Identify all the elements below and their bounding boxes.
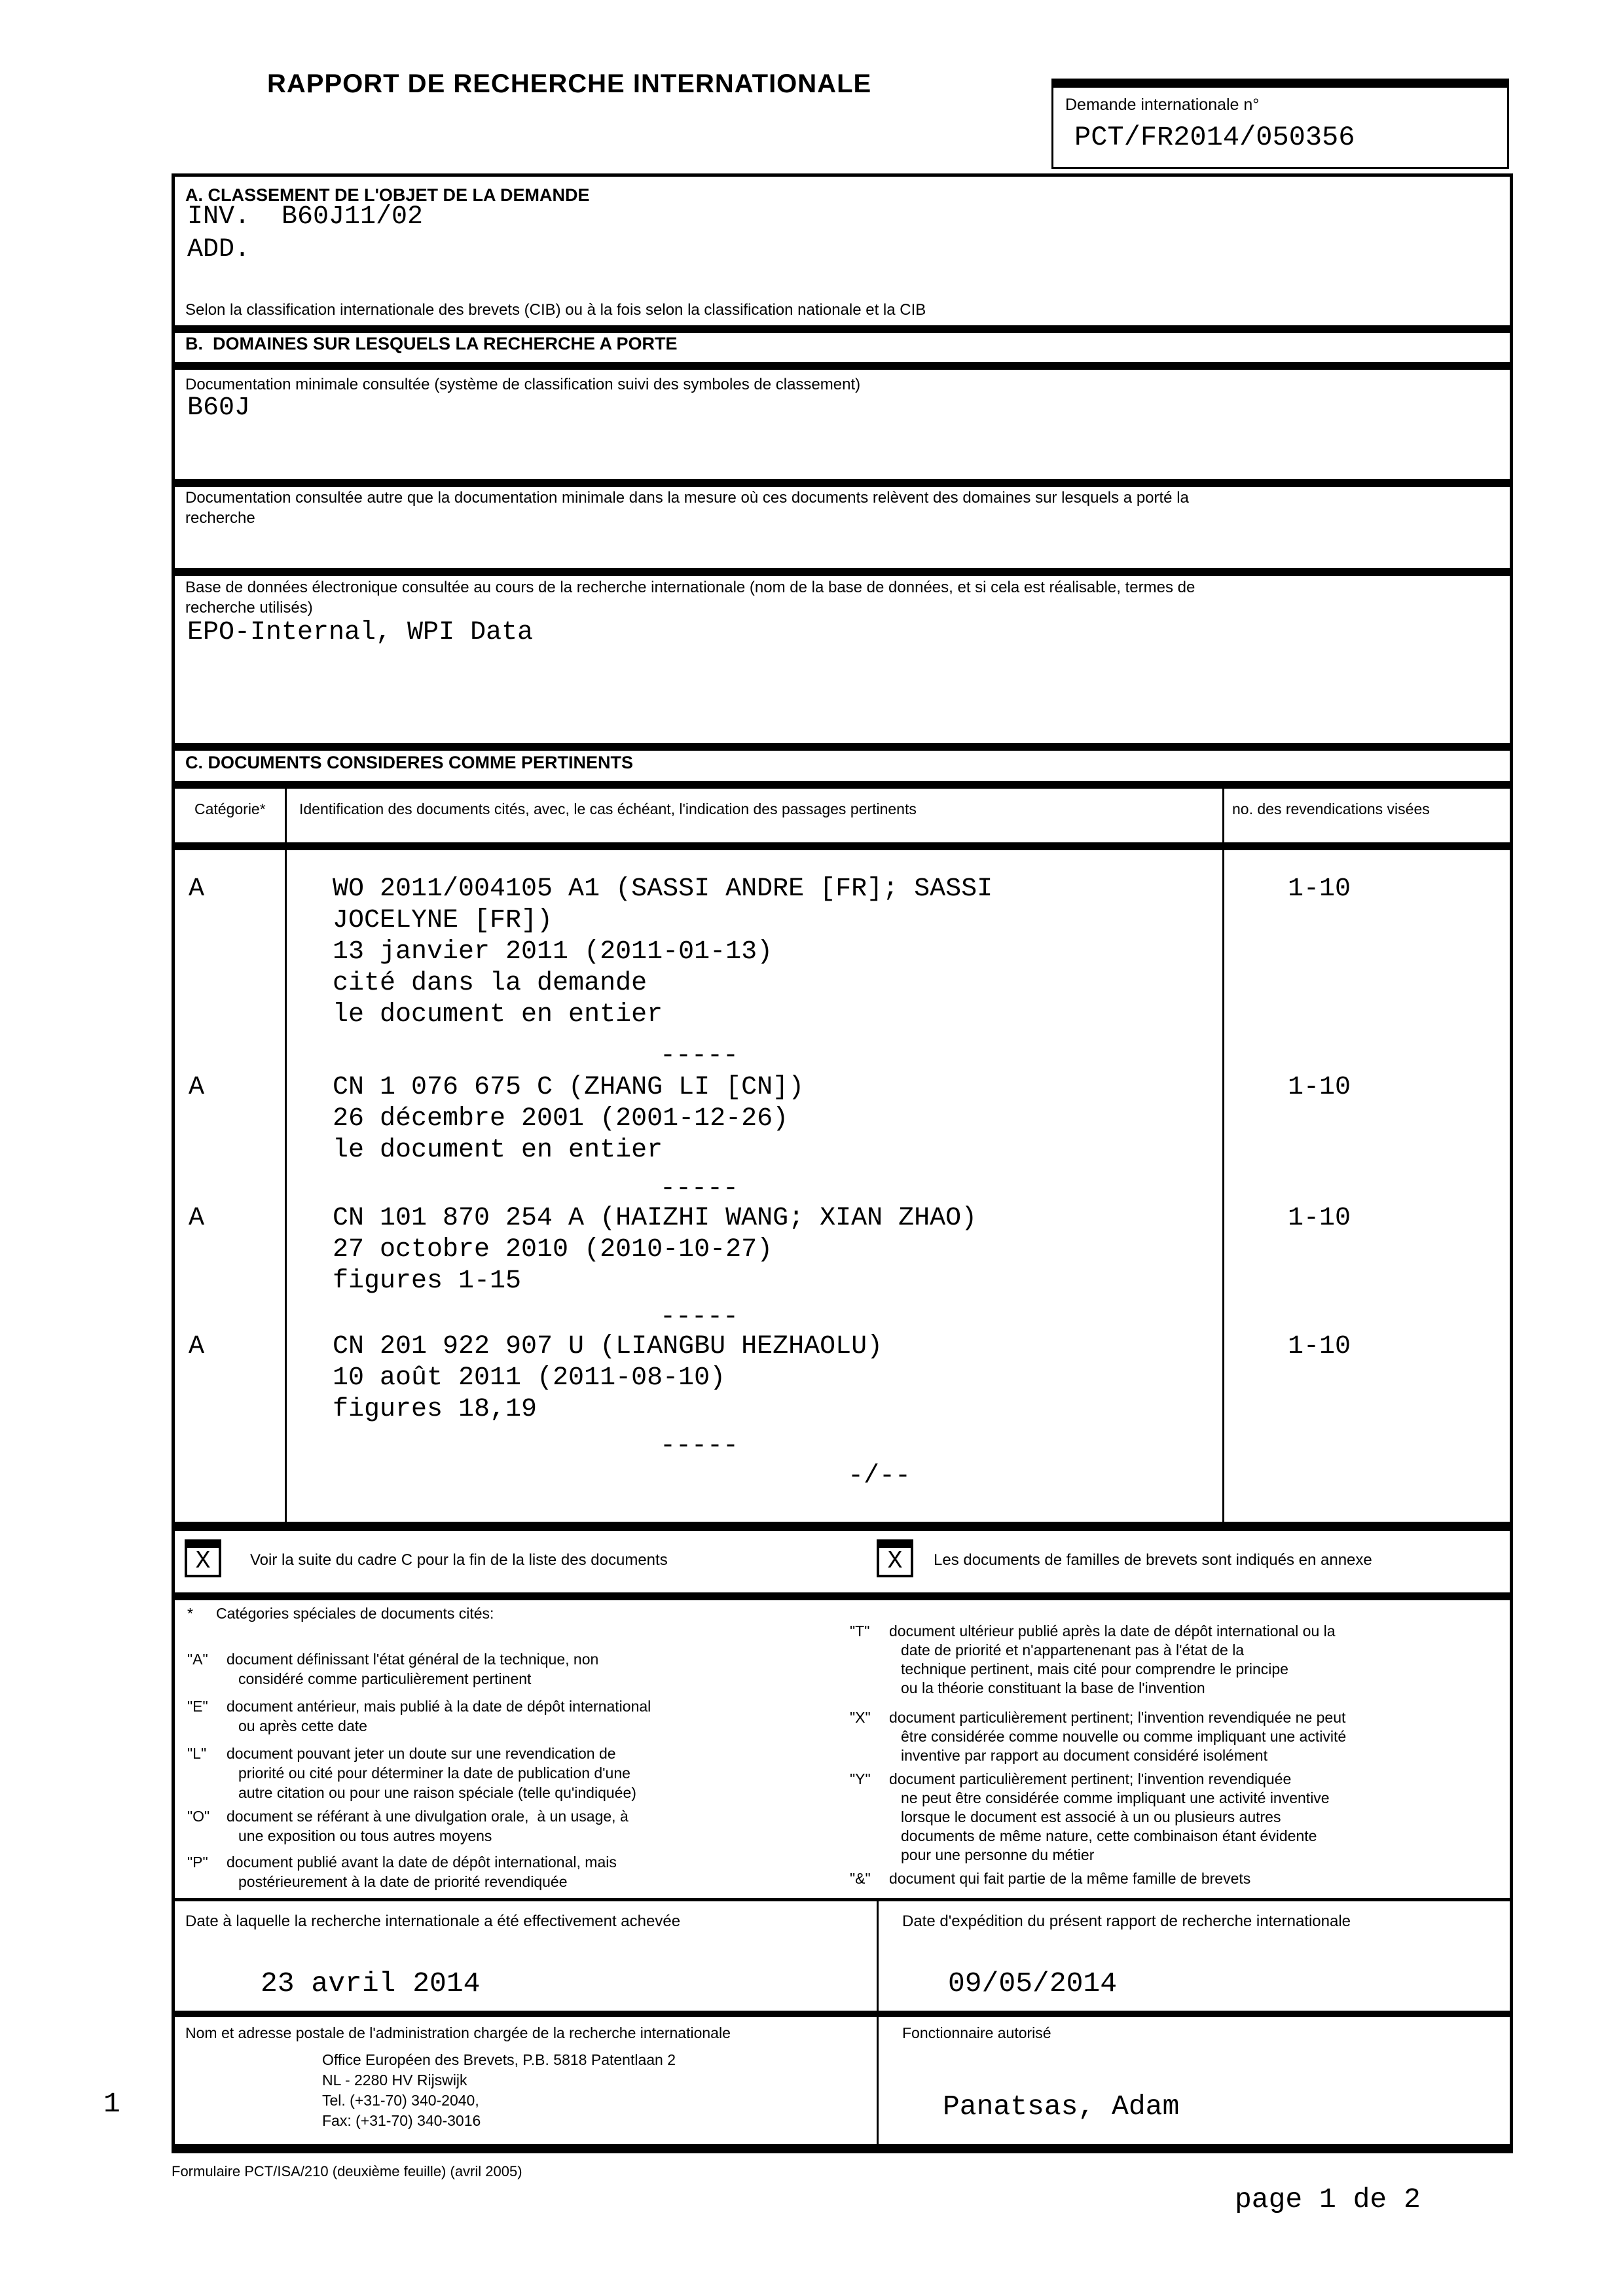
row-separator: ----- — [660, 1431, 739, 1461]
legend-entry-y — [850, 1770, 1504, 1865]
legend-text: document pouvant jeter un doute sur une revendication de priorité ou cité pour déterminer la date de publication d'une autre citation ou pour une raison spéciale (telle qu'indiquée) — [227, 1745, 636, 1801]
doc-row-category: A — [189, 1332, 205, 1361]
legend-code: "A" — [187, 1651, 208, 1668]
divider — [172, 1592, 1513, 1600]
citation-line: le document en entier — [333, 1136, 663, 1165]
mailing-date-value: 09/05/2014 — [948, 1967, 1118, 2000]
doc-row-claims: 1-10 — [1288, 1073, 1351, 1102]
doc-row-claims: 1-10 — [1288, 874, 1351, 904]
row-separator: ----- — [660, 1041, 739, 1071]
doc-row-claims: 1-10 — [1288, 1332, 1351, 1361]
address-line: NL - 2280 HV Rijswijk — [322, 2072, 467, 2089]
legend-text: document se référant à une divulgation orale, à un usage, à une exposition ou tous autres moyens — [227, 1808, 629, 1844]
row-separator: ----- — [660, 1302, 739, 1332]
divider — [172, 743, 1513, 751]
legend-entry-a — [187, 1649, 855, 1689]
column-header-claims: no. des revendications visées — [1232, 800, 1430, 817]
divider — [172, 781, 1513, 789]
column-header-category: Catégorie* — [194, 800, 266, 817]
divider — [172, 325, 1513, 333]
citation-line: 27 octobre 2010 (2010-10-27) — [333, 1235, 773, 1265]
legend-entry-p — [187, 1852, 855, 1892]
divider — [172, 1522, 1513, 1531]
legend-title-asterisk: * — [187, 1605, 193, 1622]
divider — [172, 1898, 1513, 1901]
form-note: Formulaire PCT/ISA/210 (deuxième feuille) (avril 2005) — [172, 2163, 522, 2179]
divider — [172, 842, 1513, 850]
checkbox-continuation-label: Voir la suite du cadre C pour la fin de la liste des documents — [250, 1551, 668, 1569]
section-c-heading: C. DOCUMENTS CONSIDERES COMME PERTINENTS — [185, 753, 634, 772]
legend-text: document ultérieur publié après la date de dépôt international ou la date de priorité et n'appartenenant pas à l'état de la technique pertinent, mais cité pour comprendre le principe ou la théorie constituant la base de l'invention — [889, 1623, 1336, 1696]
classification-add: ADD. — [187, 235, 251, 264]
search-date-label: Date à laquelle la recherche internationale a été effectivement achevée — [185, 1912, 681, 1930]
application-number-box — [1051, 79, 1509, 169]
citation-line: CN 201 922 907 U (LIANGBU HEZHAOLU) — [333, 1332, 883, 1361]
application-number-value: PCT/FR2014/050356 — [1074, 122, 1355, 153]
citation-line: 26 décembre 2001 (2001-12-26) — [333, 1104, 789, 1134]
authority-label: Nom et adresse postale de l'administration chargée de la recherche internationale — [185, 2024, 731, 2041]
mailing-date-label: Date d'expédition du présent rapport de recherche internationale — [902, 1912, 1351, 1930]
address-line: Tel. (+31-70) 340-2040, — [322, 2092, 479, 2109]
legend-entry-amp — [850, 1869, 1504, 1888]
table-column-line — [285, 785, 287, 1526]
citation-line: 10 août 2011 (2011-08-10) — [333, 1363, 726, 1393]
doc-row-citation — [333, 874, 993, 1031]
citation-line: WO 2011/004105 A1 (SASSI ANDRE [FR]; SASSI — [333, 874, 993, 904]
citation-line: CN 1 076 675 C (ZHANG LI [CN]) — [333, 1073, 805, 1102]
doc-row-citation — [333, 1072, 804, 1166]
legend-text: document publié avant la date de dépôt international, mais postérieurement à la date de priorité revendiquée — [227, 1854, 617, 1890]
column-header-identification: Identification des documents cités, avec, le cas échéant, l'indication des passages pertinents — [299, 800, 917, 817]
other-doc-label: Documentation consultée autre que la documentation minimale dans la mesure où ces documents relèvent des domaines sur lesquels a porté la recherche — [185, 489, 1189, 527]
citation-line: CN 101 870 254 A (HAIZHI WANG; XIAN ZHAO) — [333, 1204, 977, 1233]
officer-name: Panatsas, Adam — [943, 2090, 1180, 2123]
legend-entry-t — [850, 1622, 1504, 1698]
citation-line: 13 janvier 2011 (2011-01-13) — [333, 937, 773, 967]
legend-title: * Catégories spéciales de documents cités: — [187, 1605, 494, 1622]
legend-code: "X" — [850, 1709, 871, 1726]
citation-line: le document en entier — [333, 1000, 663, 1030]
legend-code: "&" — [850, 1870, 871, 1887]
address-line: Office Européen des Brevets, P.B. 5818 Patentlaan 2 — [322, 2051, 676, 2068]
section-a-heading: A. CLASSEMENT DE L'OBJET DE LA DEMANDE — [185, 185, 590, 205]
legend-text: document particulièrement pertinent; l'invention revendiquée ne peut être considérée comme impliquant une activité inventive lorsque le document est associé à un ou plusieurs autres documents de même nature, cette combinaison étant évidente pour une personne du métier — [889, 1770, 1330, 1863]
legend-code: "L" — [187, 1745, 207, 1762]
page-title: RAPPORT DE RECHERCHE INTERNATIONALE — [267, 69, 872, 98]
checkbox-family-annex — [877, 1539, 913, 1577]
legend-entry-e — [187, 1696, 855, 1736]
checkbox-continuation — [185, 1539, 221, 1577]
doc-row-category: A — [189, 1073, 205, 1102]
legend-text: document antérieur, mais publié à la date de dépôt international ou après cette date — [227, 1698, 651, 1734]
minimum-doc-value: B60J — [187, 393, 251, 423]
row-separator: ----- — [660, 1174, 739, 1204]
divider — [172, 479, 1513, 487]
citation-line: figures 18,19 — [333, 1395, 538, 1424]
legend-code: "Y" — [850, 1770, 871, 1787]
doc-row-category: A — [189, 1204, 205, 1233]
search-date-value: 23 avril 2014 — [261, 1967, 481, 2000]
database-label: Base de données électronique consultée au cours de la recherche internationale (nom de la base de données, et si cela est réalisable, termes de recherche utilisés) — [185, 579, 1195, 617]
citation-line: figures 1-15 — [333, 1266, 522, 1296]
checkbox-x-mark: X — [887, 1547, 903, 1575]
legend-entry-x — [850, 1708, 1504, 1765]
legend-code: "P" — [187, 1854, 208, 1871]
section-b-heading: B. DOMAINES SUR LESQUELS LA RECHERCHE A PORTE — [185, 334, 678, 353]
legend-code: "T" — [850, 1623, 870, 1640]
classification-inv: INV. B60J11/02 — [187, 202, 424, 232]
legend-entry-o — [187, 1806, 855, 1846]
citation-line: JOCELYNE [FR]) — [333, 906, 553, 935]
doc-row-citation — [333, 1203, 977, 1297]
sheet-margin-number: 1 — [103, 2088, 120, 2120]
table-column-line — [1222, 785, 1224, 1526]
continuation-mark: -/-- — [848, 1462, 911, 1491]
legend-text: document particulièrement pertinent; l'invention revendiquée ne peut être considérée comme nouvelle ou comme impliquant une activité inventive par rapport au document considéré isolément — [889, 1709, 1347, 1764]
database-value: EPO-Internal, WPI Data — [187, 618, 534, 647]
citation-line: cité dans la demande — [333, 969, 647, 998]
legend-text: document qui fait partie de la même famille de brevets — [889, 1870, 1251, 1887]
legend-entry-l — [187, 1744, 855, 1803]
authority-address — [322, 2050, 676, 2131]
legend-text: document définissant l'état général de la technique, non considéré comme particulièrement pertinent — [227, 1651, 599, 1687]
officer-label: Fonctionnaire autorisé — [902, 2024, 1051, 2041]
address-line: Fax: (+31-70) 340-3016 — [322, 2112, 481, 2129]
checkbox-family-annex-label: Les documents de familles de brevets sont indiqués en annexe — [934, 1551, 1372, 1569]
minimum-doc-label: Documentation minimale consultée (système de classification suivi des symboles de classement) — [185, 376, 861, 393]
legend-code: "E" — [187, 1698, 208, 1715]
divider — [172, 2011, 1513, 2017]
classification-note: Selon la classification internationale des brevets (CIB) ou à la fois selon la classification nationale et la CIB — [185, 301, 926, 319]
application-number-label: Demande internationale n° — [1065, 96, 1260, 114]
page-number-note: page 1 de 2 — [1235, 2183, 1421, 2215]
divider — [172, 568, 1513, 576]
doc-row-category: A — [189, 874, 205, 904]
divider — [172, 362, 1513, 370]
doc-row-citation — [333, 1331, 883, 1426]
legend-code: "O" — [187, 1808, 210, 1825]
checkbox-x-mark: X — [195, 1547, 211, 1575]
doc-row-claims: 1-10 — [1288, 1204, 1351, 1233]
footer-column-line — [877, 1899, 879, 2150]
